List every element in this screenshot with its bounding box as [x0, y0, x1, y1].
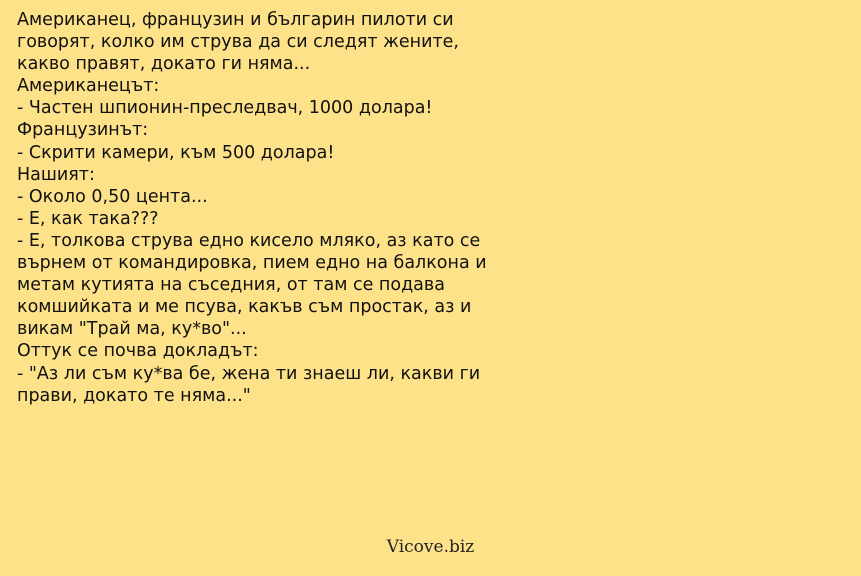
joke-line: - Частен шпионин-преследвач, 1000 долара!	[17, 98, 433, 119]
joke-line: Французинът:	[17, 120, 149, 141]
joke-line: Американец, французин и българин пилоти си	[17, 10, 454, 30]
joke-line: - Скрити камери, към 500 долара!	[17, 142, 335, 163]
joke-line: метам кутията на съседния, от там се подава	[17, 275, 445, 296]
joke-line: върнем от командировка, пием едно на балкона и	[17, 253, 487, 274]
joke-line: какво правят, докато ги няма...	[17, 54, 311, 75]
joke-line: прави, докато те няма..."	[17, 385, 251, 406]
joke-line: - "Аз ли съм ку*ва бе, жена ти знаеш ли, какви ги	[17, 363, 481, 384]
joke-line: комшийката и ме псува, какъв съм простак, аз и	[17, 297, 472, 318]
site-watermark: Vicove.biz	[386, 537, 475, 557]
joke-line: Нашият:	[17, 164, 95, 185]
joke-line: викам "Трай ма, ку*во"...	[17, 319, 247, 340]
joke-line: - Около 0,50 цента...	[17, 186, 208, 207]
joke-text	[17, 9, 847, 407]
joke-line: Оттук се почва докладът:	[17, 341, 259, 362]
joke-line: - Е, толкова струва едно кисело мляко, аз като се	[17, 230, 481, 251]
joke-line: Американецът:	[17, 76, 160, 97]
joke-line: говорят, колко им струва да си следят жените,	[17, 32, 459, 53]
joke-line: - Е, как така???	[17, 208, 159, 229]
